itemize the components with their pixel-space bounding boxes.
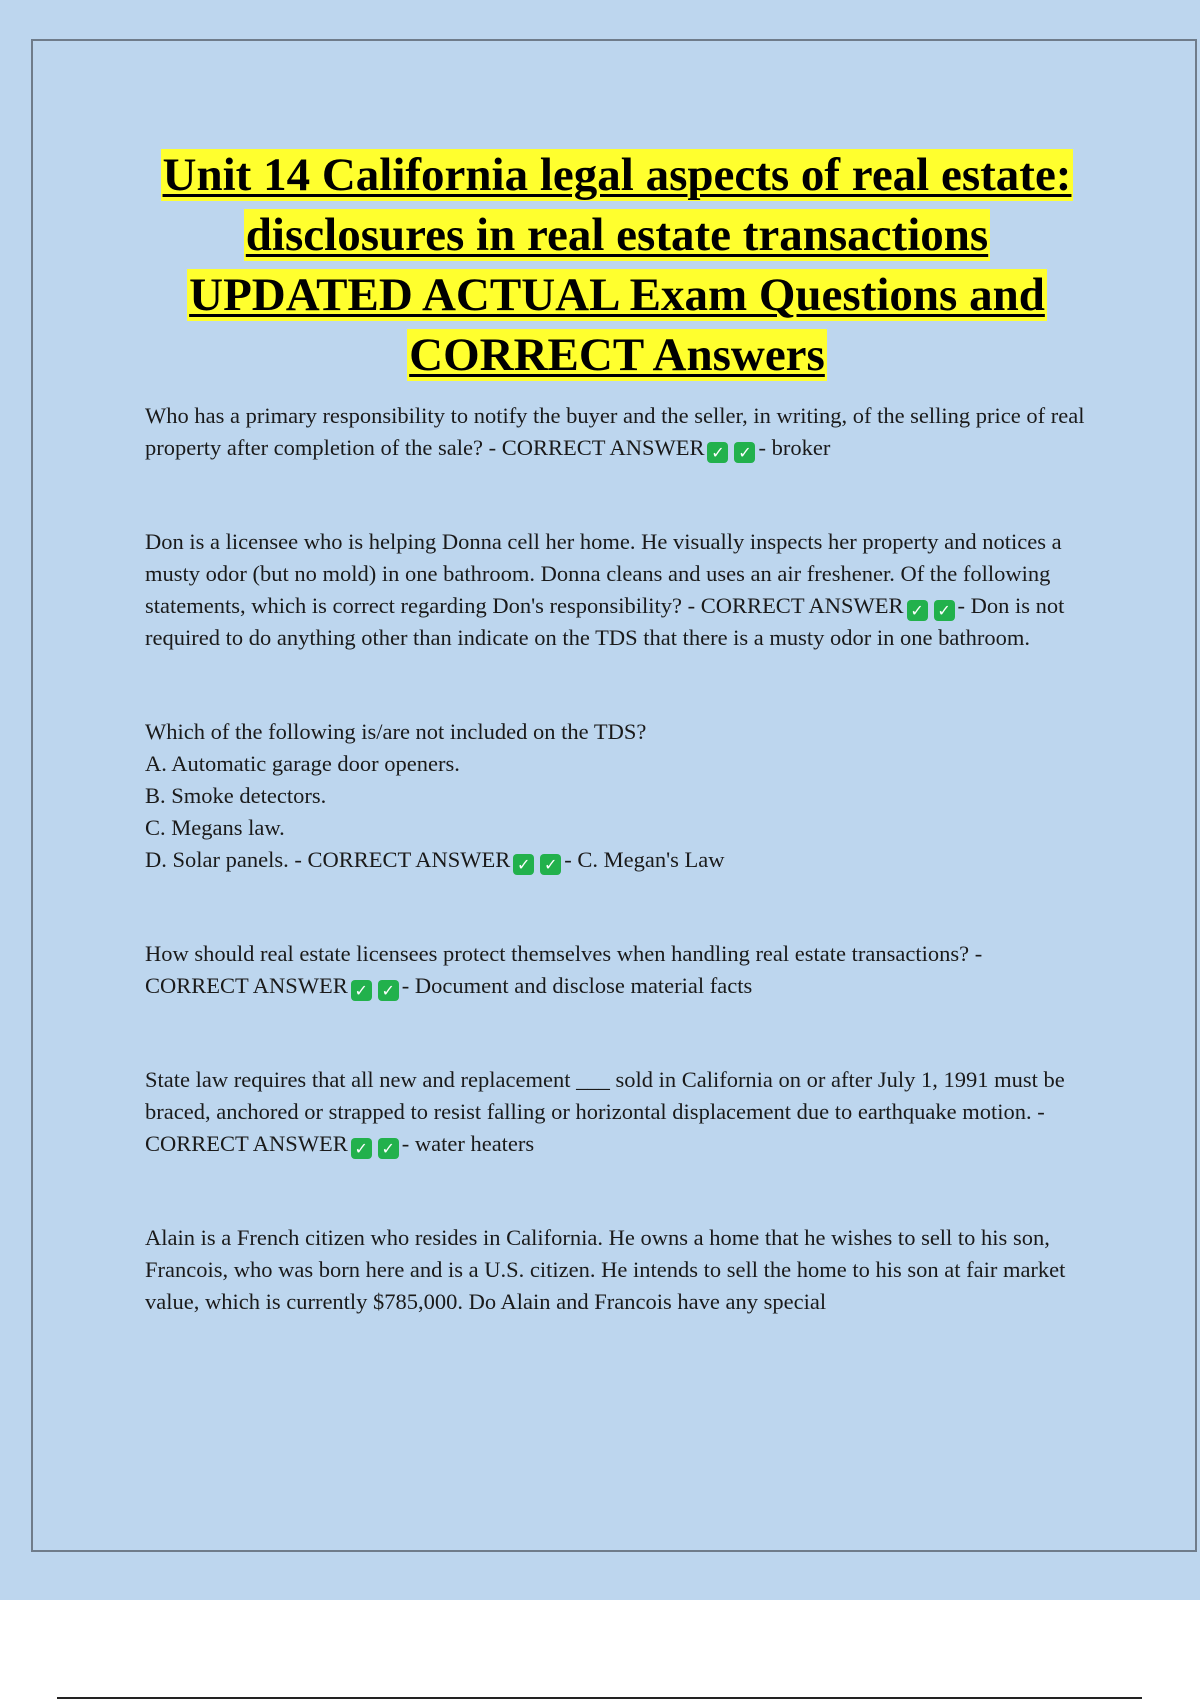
question-text: State law requires that all new and replacement ___ sold in California on or after July 1, 1991 must be braced, anchored or strapped to resist falling or horizontal displacement due to earthquake motion. - CORRECT ANSWER ✓ ✓ - water heaters [145, 1067, 1065, 1158]
check-icon: ✓ [934, 600, 955, 621]
check-icon: ✓ [351, 1138, 372, 1159]
correct-answer-label: CORRECT ANSWER [145, 1131, 348, 1156]
correct-answer-label: CORRECT ANSWER [145, 973, 348, 998]
qa-item-3 [145, 716, 1090, 876]
question-text: Who has a primary responsibility to notify the buyer and the seller, in writing, of the selling price of real property after completion of the sale? - CORRECT ANSWER ✓ ✓ - broker [145, 403, 1085, 462]
check-icon: ✓ [378, 980, 399, 1001]
qa-item-2 [145, 526, 1090, 654]
question-text: How should real estate licensees protect themselves when handling real estate transactions? - CORRECT ANSWER ✓ ✓ - Document and disclose material facts [145, 941, 983, 1000]
answer-text: - Document and disclose material facts [401, 973, 753, 998]
check-icon: ✓ [707, 442, 728, 463]
footer-divider [57, 1697, 1142, 1699]
answer-text: - C. Megan's Law [564, 847, 725, 872]
answer-text: - broker [758, 435, 831, 460]
option-a: A. Automatic garage door openers. [145, 751, 460, 776]
check-icon: ✓ [540, 854, 561, 875]
question-text: Alain is a French citizen who resides in California. He owns a home that he wishes to sell to his son, Francois, who was born here and is a U.S. citizen. He intends to sell the home to his son at fair market value, which is currently $785,000. Do Alain and Francois have any special [145, 1225, 1066, 1314]
title-line: UPDATED ACTUAL Exam Questions and [189, 269, 1045, 321]
qa-item-4 [145, 938, 1090, 1002]
title-line: CORRECT Answers [409, 329, 825, 381]
correct-answer-label: CORRECT ANSWER [501, 435, 705, 460]
document-title [130, 145, 1104, 385]
title-line: disclosures in real estate transactions [245, 209, 989, 261]
qa-item-1 [145, 400, 1090, 464]
check-icon: ✓ [907, 600, 928, 621]
check-icon: ✓ [351, 980, 372, 1001]
answer-text: - water heaters [401, 1131, 535, 1156]
option-b: B. Smoke detectors. [145, 783, 327, 808]
check-icon: ✓ [734, 442, 755, 463]
option-c: C. Megans law. [145, 815, 285, 840]
option-d: D. Solar panels. - CORRECT ANSWER ✓ ✓ - C. Megan's Law [145, 847, 725, 874]
correct-answer-label: CORRECT ANSWER [307, 847, 511, 872]
title-line: Unit 14 California legal aspects of real estate: [162, 149, 1072, 201]
correct-answer-label: CORRECT ANSWER [700, 593, 904, 618]
qa-content [145, 400, 1090, 1380]
answer-text: - Don is not required to do anything other than indicate on the TDS that there is a musty odor in one bathroom. [145, 593, 1065, 650]
qa-item-5 [145, 1064, 1090, 1160]
check-icon: ✓ [513, 854, 534, 875]
question-text: Don is a licensee who is helping Donna cell her home. He visually inspects her property and notices a musty odor (but no mold) in one bathroom. Donna cleans and uses an air freshener. Of the following statements, which is correct regarding Don's responsibility? - CORRECT ANSWER ✓ ✓ - Don is not required to do anything other than indicate on the TDS that there is a musty odor in one bathroom. [145, 529, 1065, 650]
qa-item-6 [145, 1222, 1090, 1318]
check-icon: ✓ [378, 1138, 399, 1159]
question-text: Which of the following is/are not included on the TDS? [145, 719, 647, 744]
